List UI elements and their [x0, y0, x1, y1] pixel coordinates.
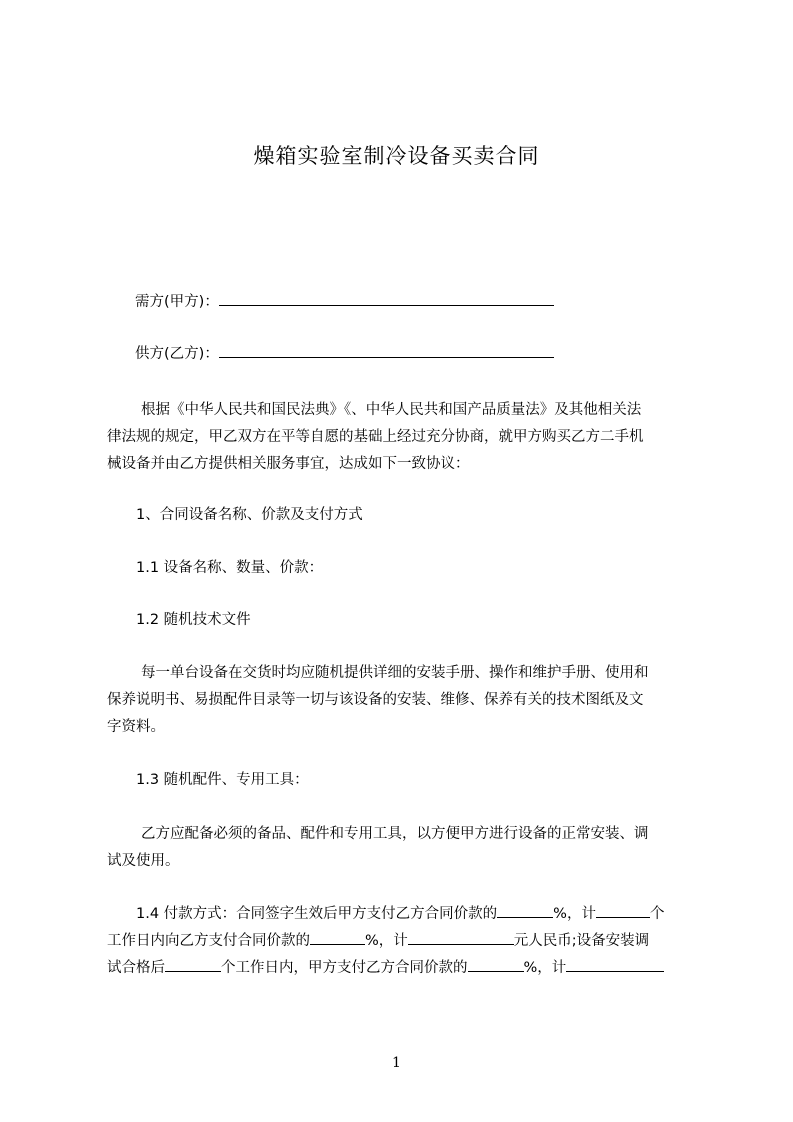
payment-percent-blank[interactable]	[468, 957, 524, 972]
body-line: 保养说明书、易损配件目录等一切与该设备的安装、维修、保养有关的技术图纸及文	[107, 692, 644, 708]
payment-line-3	[107, 955, 699, 982]
preamble-line: 根据《中华人民共和国民法典》《、中华人民共和国产品质量法》及其他相关法	[141, 402, 642, 418]
document-title: 燥箱实验室制冷设备买卖合同	[253, 144, 540, 168]
payment-line-1	[107, 901, 699, 928]
preamble-line: 械设备并由乙方提供相关服务事宜，达成如下一致协议：	[107, 456, 470, 472]
section-1-1-heading: 1.1 设备名称、数量、价款：	[136, 560, 324, 576]
preamble-paragraph	[107, 397, 699, 478]
body-line: 乙方应配备必须的备品、配件和专用工具，以方便甲方进行设备的正常安装、调	[141, 826, 649, 842]
payment-amount-blank[interactable]	[566, 957, 664, 972]
section-1-heading: 1、合同设备名称、价款及支付方式	[136, 507, 363, 523]
payment-text: %，计	[365, 933, 408, 949]
payment-text: 1.4 付款方式：合同签字生效后甲方支付乙方合同价款的	[136, 906, 498, 922]
body-line: 每一单台设备在交货时均应随机提供详细的安装手册、操作和维护手册、使用和	[141, 665, 649, 681]
body-line: 字资料。	[107, 719, 165, 735]
buyer-blank[interactable]	[219, 291, 554, 306]
payment-amount-blank[interactable]	[408, 930, 514, 945]
section-1-3-body	[107, 821, 699, 875]
payment-percent-blank[interactable]	[310, 930, 365, 945]
payment-line-2	[107, 928, 699, 955]
payment-text: 元人民币;设备安装调	[513, 933, 650, 949]
buyer-line	[135, 289, 727, 316]
buyer-label: 需方(甲方)：	[135, 294, 219, 310]
payment-days-blank[interactable]	[596, 903, 650, 918]
payment-percent-blank[interactable]	[497, 903, 553, 918]
payment-text: %，计	[553, 906, 596, 922]
preamble-line: 律法规的规定，甲乙双方在平等自愿的基础上经过充分协商，就甲方购买乙方二手机	[107, 429, 644, 445]
section-1-2-heading: 1.2 随机技术文件	[136, 612, 251, 628]
payment-text: 个工作日内，甲方支付乙方合同价款的	[221, 960, 468, 976]
payment-text: 工作日内向乙方支付合同价款的	[107, 933, 310, 949]
payment-text: 个	[649, 906, 665, 922]
payment-text: 试合格后	[107, 960, 165, 976]
page-number: 1	[392, 1055, 401, 1071]
body-line: 试及使用。	[107, 853, 180, 869]
seller-blank[interactable]	[219, 343, 554, 358]
section-1-4-paragraph	[107, 901, 699, 982]
payment-text: %，计	[523, 960, 567, 976]
section-1-3-heading: 1.3 随机配件、专用工具：	[136, 772, 309, 788]
seller-label: 供方(乙方)：	[135, 346, 219, 362]
section-1-2-body	[107, 660, 699, 741]
seller-line	[135, 341, 727, 368]
payment-days-blank[interactable]	[165, 957, 221, 972]
